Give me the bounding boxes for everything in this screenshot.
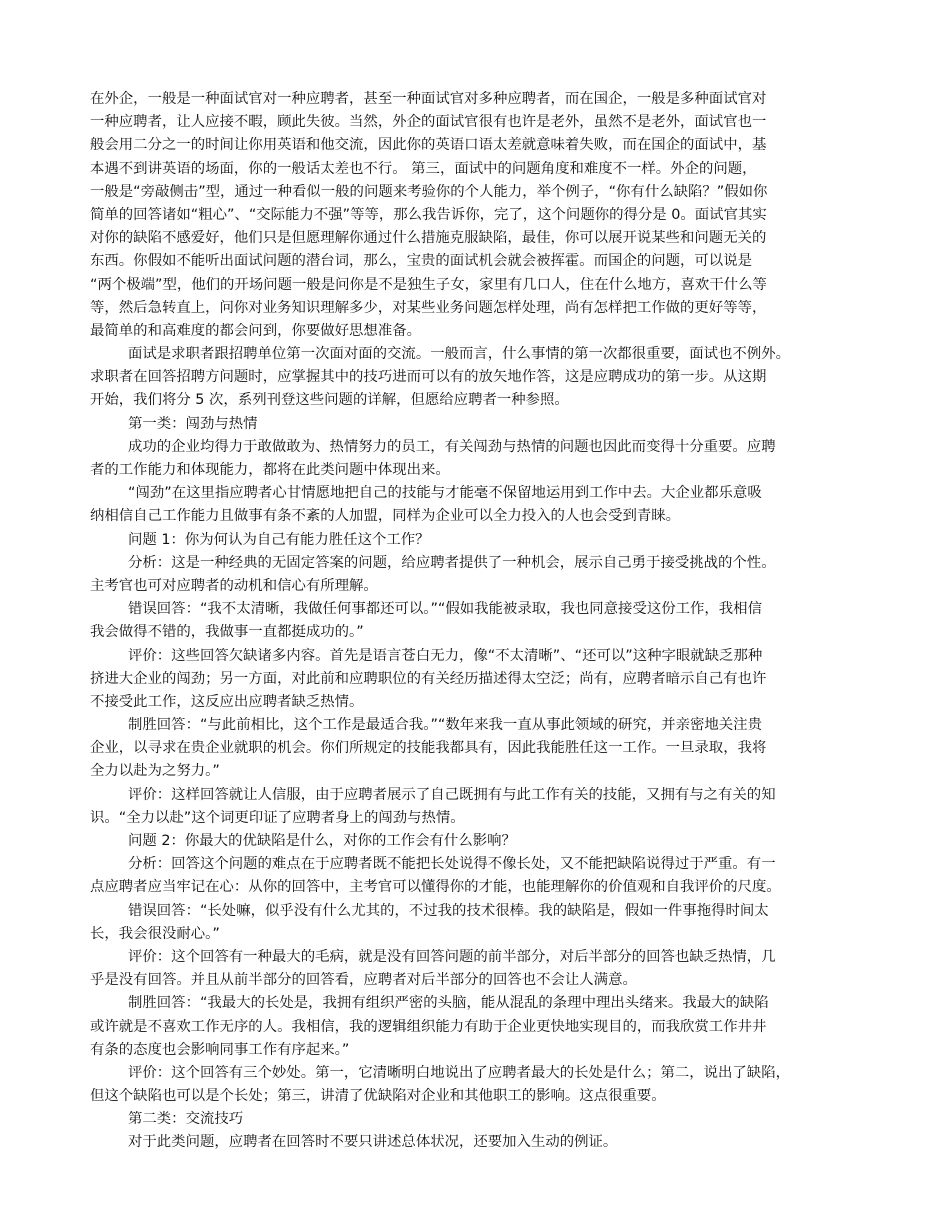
text-line: 东西。你假如不能听出面试问题的潜台词，那么，宝贵的面试机会就会被挥霍。而国企的问题，可以说是 (90, 253, 752, 270)
section-heading: 第一类：闯劲与热情 (128, 415, 258, 432)
paragraph-first-line: 面试是求职者跟招聘单位第一次面对面的交流。一般而言，什么事情的第一次都很重要，面试也不例外。 (128, 346, 790, 363)
text-line: 但这个缺陷也可以是个长处；第三，讲清了优缺陷对企业和其他职工的影响。这点很重要。 (90, 1088, 666, 1105)
paragraph-first-line: 制胜回答：“我最大的长处是，我拥有组织严密的头脑，能从混乱的条理中理出头绪来。我最大的缺陷 (128, 995, 769, 1012)
text-line: 乎是没有回答。并且从前半部分的回答看，应聘者对后半部分的回答也不会让人满意。 (90, 972, 637, 989)
text-line: 对你的缺陷不感爱好，他们只是但愿理解你通过什么措施克服缺陷，最佳，你可以展开说某些和问题无关的 (90, 230, 767, 247)
paragraph-first-line: 成功的企业均得力于敢做敢为、热情努力的员工，有关闯劲与热情的问题也因此而变得十分重要。应聘 (128, 438, 776, 455)
text-line: 般会用二分之一的时间让你用英语和他交流，因此你的英语口语太差就意味着失败，而在国企的面试中，基 (90, 137, 767, 154)
text-line: 纳相信自己工作能力且做事有条不紊的人加盟，同样为企业可以全力投入的人也会受到青睐。 (90, 508, 681, 525)
paragraph-first-line: 制胜回答：“与此前相比，这个工作是最适合我。”“数年来我一直从事此领域的研究，并亲密地关注贵 (128, 717, 762, 734)
text-line: 本遇不到讲英语的场面，你的一般话太差也不行。 第三，面试中的问题角度和难度不一样。外企的问题， (90, 160, 757, 177)
text-line: 一种应聘者，让人应接不暇，顾此失彼。当然，外企的面试官很有也许是老外，虽然不是老外，面试官也一 (90, 114, 767, 131)
paragraph-first-line: 分析：回答这个问题的难点在于应聘者既不能把长处说得不像长处，又不能把缺陷说得过于严重。有一 (128, 856, 776, 873)
text-line: 求职者在回答招聘方问题时，应掌握其中的技巧进而可以有的放矢地作答，这是应聘成功的第一步。从这期 (90, 369, 767, 386)
text-line: 有条的态度也会影响同事工作有序起来。” (90, 1041, 350, 1058)
text-line: 不接受此工作，这反应出应聘者缺乏热情。 (90, 693, 364, 710)
text-line: 等，然后急转直上，问你对业务知识理解多少，对某些业务问题怎样处理，尚有怎样把工作做的更好等等， (90, 299, 767, 316)
paragraph-first-line: 评价：这个回答有一种最大的毛病，就是没有回答问题的前半部分，对后半部分的回答也缺乏热情，几 (128, 948, 776, 965)
section-heading: 第二类：交流技巧 (128, 1111, 244, 1128)
text-line: 简单的回答诸如“粗心”、“交际能力不强”等等，那么我告诉你，完了，这个问题你的得分是 0。面试官其实 (90, 206, 767, 223)
text-line: 或许就是不喜欢工作无序的人。我相信，我的逻辑组织能力有助于企业更快地实现目的，而我欣赏工作井井 (90, 1018, 767, 1035)
text-line: 一般是“旁敲侧击”型，通过一种看似一般的问题来考验你的个人能力，举个例子，“你有什么缺陷？”假如你 (90, 183, 768, 200)
paragraph-first-line: 评价：这些回答欠缺诸多内容。首先是语言苍白无力，像“不太清晰”、“还可以”这种字眼就缺乏那种 (128, 647, 763, 664)
paragraph-first-line: 错误回答：“我不太清晰，我做任何事都还可以。”“假如我能被录取，我也同意接受这份工作，我相信 (128, 601, 762, 618)
text-line: 我会做得不错的，我做事一直都挺成功的。” (90, 624, 364, 641)
text-line: 挤进大企业的闯劲；另一方面，对此前和应聘职位的有关经历描述得太空泛；尚有，应聘者暗示自己有也许 (90, 670, 767, 687)
paragraph-first-line: 对于此类问题，应聘者在回答时不要只讲述总体状况，还要加入生动的例证。 (128, 1134, 618, 1151)
text-line: 最简单的和高难度的都会问到，你要做好思想准备。 (90, 322, 421, 339)
text-line: 主考官也可对应聘者的动机和信心有所理解。 (90, 577, 378, 594)
paragraph-first-line: 评价：这样回答就让人信服，由于应聘者展示了自己既拥有与此工作有关的技能，又拥有与之有关的知 (128, 786, 776, 803)
text-line: 开始，我们将分 5 次，系列刊登这些问题的详解，但愿给应聘者一种参照。 (90, 392, 569, 409)
text-line: 企业，以寻求在贵企业就职的机会。你们所规定的技能我都具有，因此我能胜任这一工作。一旦录取，我将 (90, 740, 767, 757)
paragraph-first-line: 评价：这个回答有三个妙处。第一，它清晰明白地说出了应聘者最大的长处是什么；第二，说出了缺陷， (128, 1064, 790, 1081)
paragraph-first-line: 分析：这是一种经典的无固定答案的问题，给应聘者提供了一种机会，展示自己勇于接受挑战的个性。 (128, 554, 776, 571)
text-line: 长，我会很没耐心。” (90, 925, 220, 942)
text-line: 全力以赴为之努力。” (90, 763, 220, 780)
question-heading: 问题 2：你最大的优缺陷是什么，对你的工作会有什么影响？ (128, 833, 516, 849)
text-line: 者的工作能力和体现能力，都将在此类问题中体现出来。 (90, 462, 450, 478)
document-body (90, 88, 870, 1155)
text-line: 识。“全力以赴”这个词更印证了应聘者身上的闯劲与热情。 (90, 809, 465, 826)
text-line: 在外企，一般是一种面试官对一种应聘者，甚至一种面试官对多种应聘者，而在国企，一般是多种面试官对 (90, 91, 767, 107)
paragraph-first-line: “闯劲”在这里指应聘者心甘情愿地把自己的技能与才能毫不保留地运用到工作中去。大企业都乐意吸 (128, 485, 762, 502)
paragraph-first-line: 错误回答：“长处嘛，似乎没有什么尤其的，不过我的技术很棒。我的缺陷是，假如一件事拖得时间太 (128, 902, 769, 919)
text-line: “两个极端”型，他们的开场问题一般是问你是不是独生子女，家里有几口人，住在什么地方，喜欢干什么等 (90, 276, 767, 293)
text-line: 点应聘者应当牢记在心：从你的回答中，主考官可以懂得你的才能，也能理解你的价值观和自我评价的尺度。 (90, 879, 781, 896)
question-heading: 问题 1：你为何认为自己有能力胜任这个工作？ (128, 531, 430, 548)
